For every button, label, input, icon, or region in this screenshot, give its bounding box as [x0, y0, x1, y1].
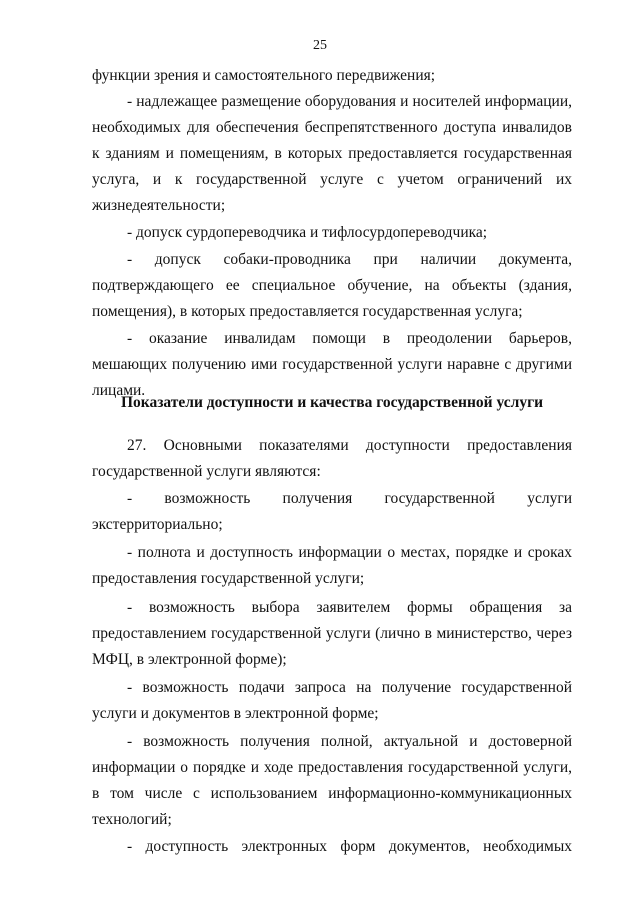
page-number: 25	[313, 38, 327, 53]
paragraph-guide-dog: - допуск собаки-проводника при наличии документа, подтверждающего ее специальное обучение, на объекты (здания, помещения), в которых предоставляется государственная услуга;	[92, 251, 572, 320]
section-heading: Показатели доступности и качества государственной услуги	[120, 394, 544, 411]
paragraph-sign-interpreter: - допуск сурдопереводчика и тифлосурдопереводчика;	[127, 224, 488, 241]
paragraph-electronic-request: - возможность подачи запроса на получение государственной услуги и документов в электронной форме;	[92, 679, 572, 722]
paragraph-form-choice: - возможность выбора заявителем формы обращения за предоставлением государственной услуги (лично в министерство, через МФЦ, в электронной форме);	[92, 599, 572, 668]
paragraph-extraterritorial: - возможность получения государственной услуги экстерриториально;	[92, 490, 572, 533]
paragraph-continuation: функции зрения и самостоятельного передвижения;	[92, 67, 436, 84]
paragraph-equipment-placement: - надлежащее размещение оборудования и носителей информации, необходимых для обеспечения беспрепятственного доступа инвалидов к зданиям и помещениям, в которых предоставляется государственная услуга, и к государственной услуге с учетом ограничений их жизнедеятельности;	[92, 93, 572, 214]
paragraph-item-27: 27. Основными показателями доступности предоставления государственной услуги являются:	[92, 437, 572, 480]
paragraph-full-information: - возможность получения полной, актуальной и достоверной информации о порядке и ходе предоставления государственной услуги, в том числе с использованием информационно-коммуникационных технологий;	[92, 733, 572, 828]
paragraph-assistance: - оказание инвалидам помощи в преодолении барьеров, мешающих получению ими государственной услуги наравне с другими лицами.	[92, 330, 572, 399]
paragraph-information-completeness: - полнота и доступность информации о местах, порядке и сроках предоставления государственной услуги;	[92, 544, 572, 587]
paragraph-electronic-forms: - доступность электронных форм документов, необходимых	[127, 838, 572, 855]
